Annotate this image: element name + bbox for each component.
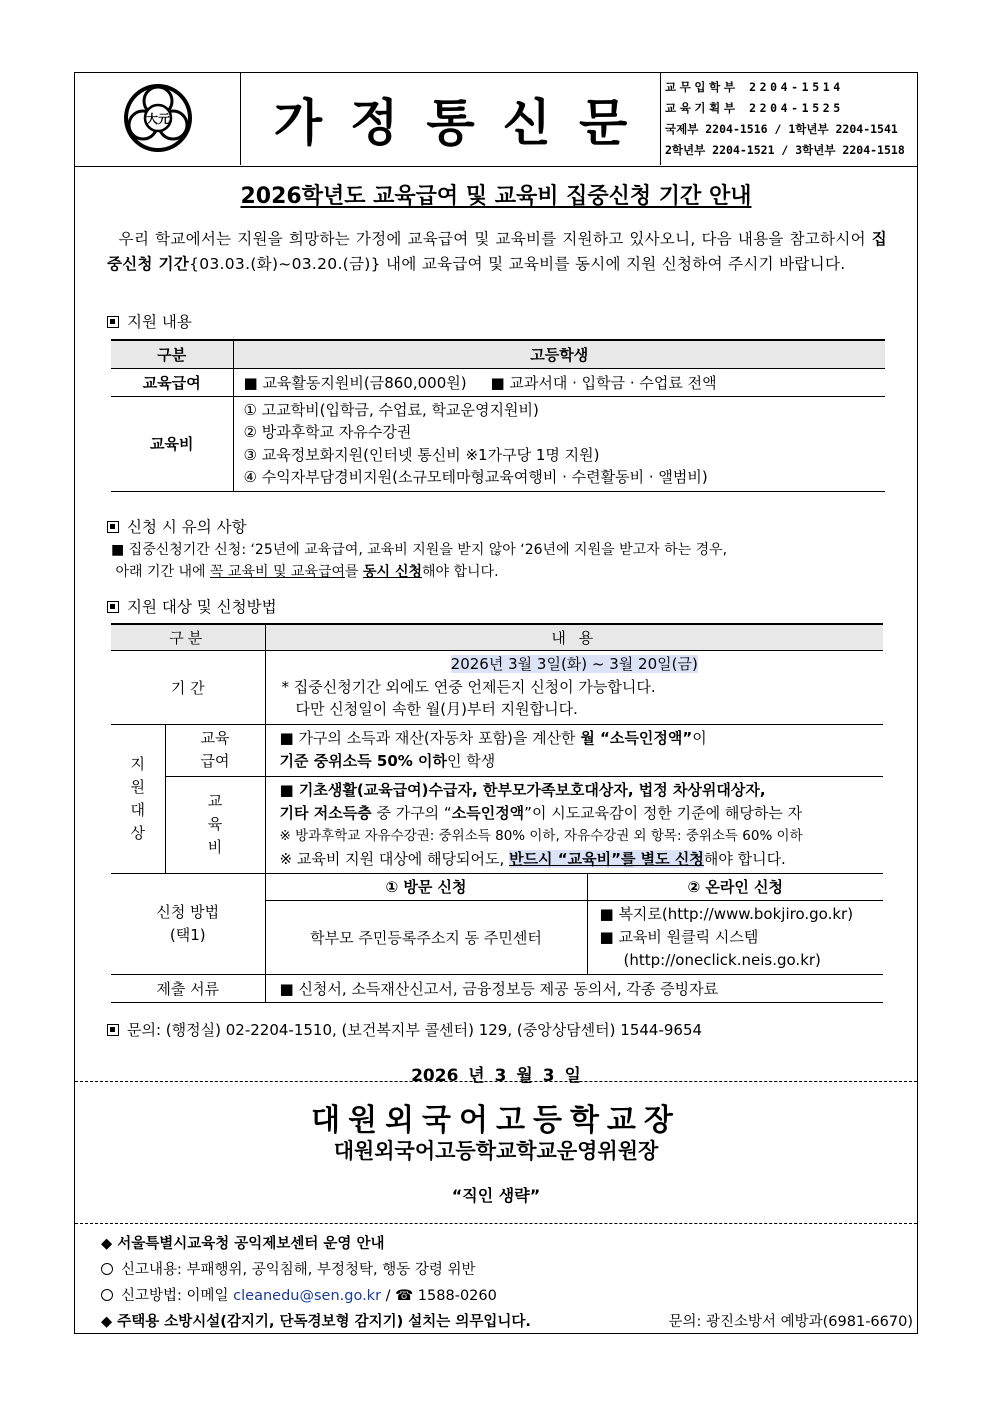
edu-cost-content: [233, 396, 885, 491]
edu-cost-target: ■ 기초생활(교육급여)수급자, 한부모가족보호대상자, 법정 차상위대상자, 기타 저소득층 중 가구의 “소득인정액”이 시도교육감이 정한 기준에 해당하는 자 ※ 방과후학교 자유수강권: 중위소득 80% 이하, 자유수강권 외 항목: 중위소득 60% 이하 ※ 교육비 지원 대상에 해당되어도, 반드시 “교육비”를 별도 신청해야 합니다.: [265, 776, 883, 873]
visit-method-content: 학부모 주민등록주소지 동 주민센터: [265, 900, 587, 974]
col-header-highschool: 고등학생: [233, 340, 885, 368]
list-item: ④ 수익자부담경비지원(소규모테마형교육여행비 · 수련활동비 · 앨범비): [243, 468, 708, 486]
list-item: ① 고교학비(입학금, 수업료, 학교운영지원비): [243, 400, 539, 419]
bullet-square-icon: [107, 601, 119, 613]
report-email-link[interactable]: cleanedu@sen.go.kr: [233, 1288, 382, 1304]
contact-line-4: 2학년부 2204-1521 / 3학년부 2204-1518: [665, 143, 905, 157]
page-title-cell: [241, 73, 661, 165]
visit-method-header: ① 방문 신청: [265, 873, 587, 900]
list-item: ③ 교육정보화지원(인터넷 통신비 ※1가구당 1명 지원): [243, 445, 600, 464]
divider: [75, 1081, 917, 1082]
target-method-table: [111, 623, 883, 1003]
contact-list: [661, 77, 917, 165]
contact-line-1: 교무입학부 2204-1514: [665, 80, 844, 94]
contact-line-2: 교육기획부 2204-1525: [665, 101, 844, 115]
issue-date: 2026 년 3 월 3 일: [411, 1066, 581, 1086]
col-header-category: 구분: [111, 624, 265, 650]
principal-signature: 대원외국어고등학교장: [311, 1103, 681, 1138]
documents-label: 제출 서류: [111, 974, 265, 1002]
divider: [75, 1223, 917, 1224]
notes-text: ■ 집중신청기간 신청: ‘25년에 교육급여, 교육비 지원을 받지 않아 ‘26년에 지원을 받고자 하는 경우, 아래 기간 내에 꼭 교육비 및 교육급여를 동시 신청해야 합니다.: [111, 542, 728, 580]
row-label-edu-benefit: 교육급여: [111, 368, 233, 396]
method-label: 신청 방법 (택1): [111, 873, 265, 974]
contact-line-3: 국제부 2204-1516 / 1학년부 2204-1541: [665, 122, 898, 136]
period-content: 2026년 3월 3일(화) ~ 3월 20일(금) * 집중신청기간 외에도 연중 언제든지 신청이 가능합니다. 다만 신청일이 속한 월(月)부터 지원합니다.: [265, 650, 883, 724]
documents-content: ■ 신청서, 소득재산신고서, 금융정보등 제공 동의서, 각종 증빙자료: [265, 974, 883, 1002]
footer-line: ◆ 주택용 소방시설(감지기, 단독경보형 감지기) 설치는 의무입니다. 문의: 광진소방서 예방과(6981-6670): [101, 1309, 913, 1335]
footer-line: 신고방법: 이메일 cleanedu@sen.go.kr / ☎ 1588-0260: [101, 1283, 913, 1309]
period-dates: 2026년 3월 3일(화) ~ 3월 20일(금): [450, 655, 698, 674]
circle-bullet-icon: [101, 1263, 113, 1275]
stamp-omitted: “직인 생략”: [451, 1186, 541, 1205]
document-title: 2026학년도 교육급여 및 교육비 집중신청 기간 안내: [240, 184, 752, 209]
col-header-category: 구분: [111, 340, 233, 368]
bullet-square-icon: [107, 316, 119, 328]
list-item: ② 방과후학교 자유수강권: [243, 423, 412, 441]
emblem-text: 大元: [145, 112, 171, 126]
fire-inquiry: 문의: 광진소방서 예방과(6981-6670): [668, 1314, 913, 1330]
footer-line: 신고내용: 부패행위, 공익침해, 부정청탁, 행동 강령 위반: [101, 1257, 913, 1283]
edu-benefit-content: ■ 교육활동지원비(금860,000원) ■ 교과서대 · 입학금 · 수업료 전액: [233, 368, 885, 396]
target-label: 지원대상: [111, 724, 165, 873]
school-logo-cell: [75, 73, 241, 165]
circle-bullet-icon: [101, 1289, 113, 1301]
support-table: [111, 339, 885, 492]
bullet-square-icon: [107, 1024, 119, 1036]
committee-signature: 대원외국어고등학교학교운영위원장: [333, 1139, 659, 1163]
section-heading-support: 지원 내용: [107, 310, 192, 332]
section-heading-notes: 신청 시 유의 사항: [107, 515, 247, 537]
edu-cost-label: 교육비: [165, 776, 265, 873]
footer: [101, 1231, 913, 1335]
row-label-edu-cost: 교육비: [111, 396, 233, 491]
school-emblem-icon: [121, 81, 195, 155]
edu-benefit-label: 교육급여: [165, 724, 265, 776]
edu-benefit-target: ■ 가구의 소득과 재산(자동차 포함)을 계산한 월 “소득인정액”이 기준 중위소득 50% 이하인 학생: [265, 724, 883, 776]
intro-paragraph: 우리 학교에서는 지원을 희망하는 가정에 교육급여 및 교육비를 지원하고 있사오니, 다음 내용을 참고하시어 집중신청 기간{03.03.(화)~03.20.(금)} 내에 교육급여 및 교육비를 동시에 지원 신청하여 주시기 바랍니다.: [107, 230, 887, 273]
section-heading-target: 지원 대상 및 신청방법: [107, 595, 277, 617]
footer-line: ◆ 서울특별시교육청 공익제보센터 운영 안내: [101, 1236, 385, 1252]
col-header-content: 내 용: [265, 624, 883, 650]
period-label: 기 간: [111, 650, 265, 724]
header: [75, 73, 917, 167]
online-method-content: ■ 복지로(http://www.bokjiro.go.kr) ■ 교육비 원클릭 시스템 (http://oneclick.neis.go.kr): [587, 900, 883, 974]
page-title: 가정통신문: [273, 94, 656, 152]
online-method-header: ② 온라인 신청: [587, 873, 883, 900]
bullet-square-icon: [107, 521, 119, 533]
inquiry-line: 문의: (행정실) 02-2204-1510, (보건복지부 콜센터) 129, (중앙상담센터) 1544-9654: [107, 1019, 702, 1040]
notice-document: [74, 72, 918, 1334]
